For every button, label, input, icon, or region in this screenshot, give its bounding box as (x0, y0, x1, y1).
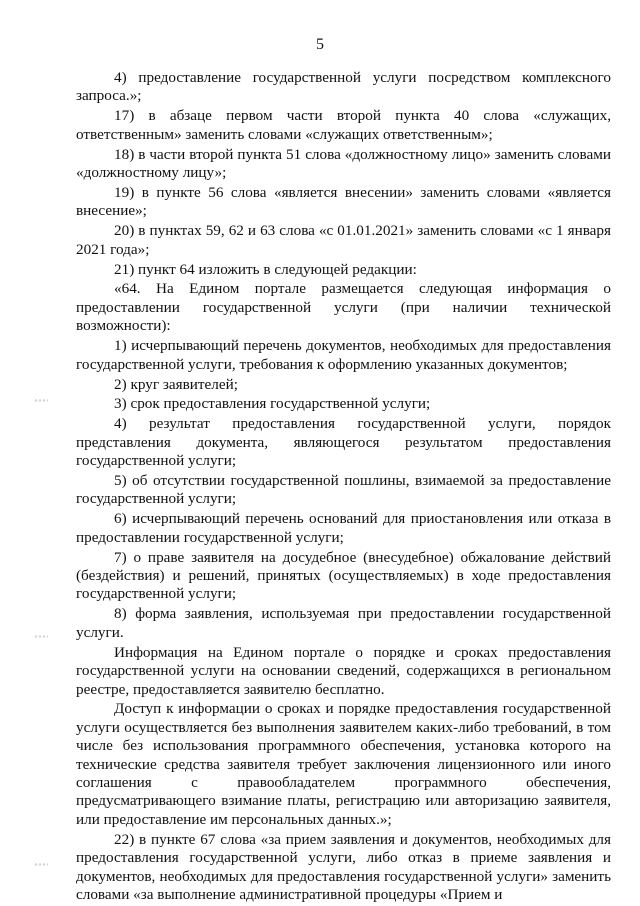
paragraph: 7) о праве заявителя на досудебное (внесудебное) обжалование действий (бездействия) и решений, принятых (осуществляемых) в ходе предоставления государственной услуги; (76, 548, 611, 603)
paragraph: 8) форма заявления, используемая при предоставлении государственной услуги. (76, 605, 611, 641)
paragraph: 6) исчерпывающий перечень оснований для приостановления или отказа в предоставлении государственной услуги; (76, 510, 611, 546)
paragraph: 21) пункт 64 изложить в следующей редакции: (114, 260, 417, 278)
document-body (76, 69, 611, 906)
paragraph: 20) в пунктах 59, 62 и 63 слова «с 01.01.2021» заменить словами «с 1 января 2021 года»; (76, 222, 611, 258)
paragraph: 22) в пункте 67 слова «за прием заявления и документов, необходимых для предоставления государственной услуги, либо отказ в приеме заявления и документов, необходимых для предоставления государственной услуги» заменить словами «за выполнение административной процедуры «Прием и (76, 830, 611, 903)
paragraph: 3) срок предоставления государственной услуги; (114, 395, 431, 413)
paragraph: «64. На Едином портале размещается следующая информация о предоставлении государственной услуги (при наличии технической возможности): (76, 280, 611, 335)
page-number: 5 (316, 36, 324, 53)
paragraph: Доступ к информации о сроках и порядке предоставления государственной услуги осуществляется без выполнения заявителем каких-либо требований, в том числе без использования программного обеспечения, установка которого на технические средства заявителя требует заключения лицензионного или иного соглашения с правообладателем программного обеспечения, предусматривающего взимание платы, регистрацию или авторизацию заявителя, или предоставление им персональных данных.»; (76, 700, 611, 828)
paragraph: Информация на Едином портале о порядке и сроках предоставления государственной услуги на основании сведений, содержащихся в региональном реестре, предоставляется заявителю бесплатно. (76, 643, 611, 698)
paragraph: 5) об отсутствии государственной пошлины, взимаемой за предоставление государственной услуги; (76, 472, 611, 508)
paragraph: 1) исчерпывающий перечень документов, необходимых для предоставления государственной услуги, требования к оформлению указанных документов; (76, 337, 611, 373)
paragraph: 4) предоставление государственной услуги посредством комплексного запроса.»; (76, 69, 611, 105)
paragraph: 4) результат предоставления государственной услуги, порядок представления документа, являющегося результатом предоставления государственной услуги; (76, 415, 611, 470)
paragraph: 17) в абзаце первом части второй пункта 40 слова «служащих, ответственным» заменить словами «служащих ответственным»; (76, 107, 611, 143)
paragraph: 2) круг заявителей; (114, 375, 238, 393)
paragraph: 18) в части второй пункта 51 слова «должностному лицо» заменить словами «должностному лицу»; (76, 145, 611, 182)
scan-mark (34, 862, 48, 867)
scan-mark (34, 634, 48, 639)
scan-mark (34, 398, 48, 403)
paragraph: 19) в пункте 56 слова «является внесении» заменить словами «является внесение»; (76, 183, 611, 220)
